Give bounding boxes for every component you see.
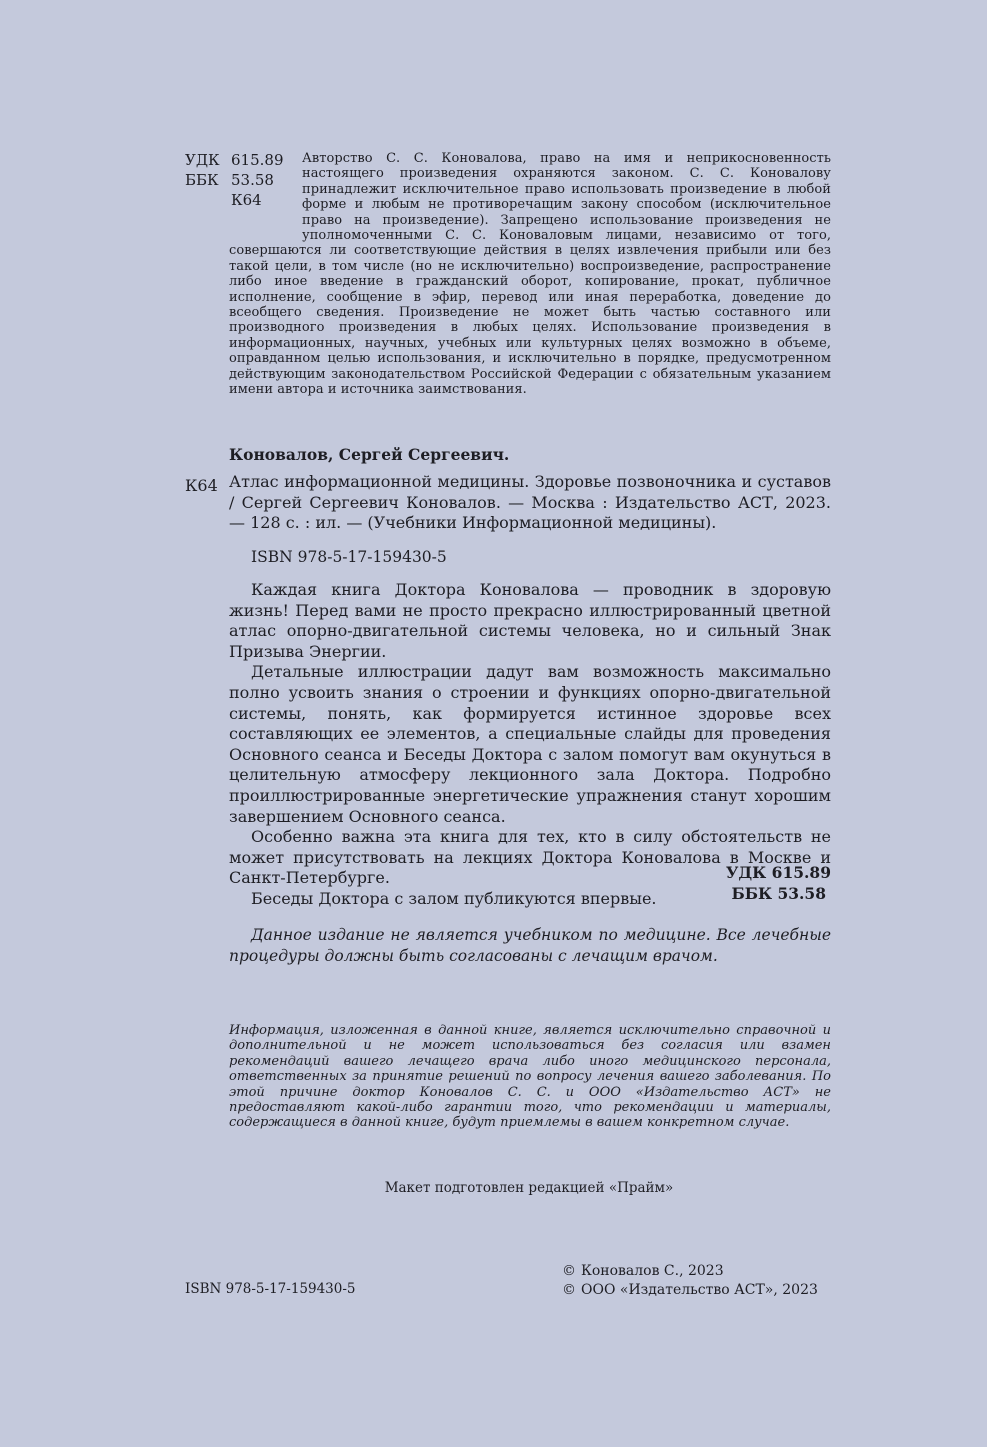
bbk-value: 53.58 [231, 171, 274, 189]
info-notice: Информация, изложенная в данной книге, является исключительно справочной и дополнительной и не может использоваться без согласия или взамен рекомендаций вашего лечащего врача либо иного медицинского персонала, ответственных за принятие решений по вопросу лечения вашего заболевания. По этой причине доктор Коновалов С. С. и ООО «Издательство АСТ» не предоставляют какой-либо гарантии того, что рекомендации и материалы, содержащиеся в данной книге, будут приемлемы в вашем конкретном случае. [229, 1023, 831, 1131]
author-heading: Коновалов, Сергей Сергеевич. [229, 445, 510, 464]
prepared-by: Макет подготовлен редакцией «Прайм» [384, 1180, 674, 1196]
udk-bold: УДК 615.89 [725, 863, 831, 882]
catalog-sign: К64 [185, 476, 218, 495]
annotation-paragraph: Детальные иллюстрации дадут вам возможность максимально полно усвоить знания о строении и функциях опорно-двигательной системы, понять, как формируется истинное здоровье всех составляющих ее элементов, а специальные слайды для проведения Основного сеанса и Беседы Доктора с залом помогут вам окунуться в целительную атмосферу лекционного зала Доктора. Подробно проиллюстрированные энергетические упражнения станут хорошим завершением Основного сеанса. [229, 662, 831, 826]
annotation [229, 580, 831, 910]
isbn-bottom: ISBN 978-5-17-159430-5 [185, 1281, 356, 1297]
bbk-label: ББК [185, 171, 219, 189]
annotation-paragraph: Особенно важна эта книга для тех, кто в силу обстоятельств не может присутствовать на лекциях Доктора Коновалова в Москве и Санкт-Петербурге. [229, 827, 831, 888]
rights-float-spacer [229, 151, 302, 229]
udk-value: 615.89 [231, 151, 284, 169]
copyrights [562, 1262, 818, 1300]
author-sign: К64 [231, 191, 262, 209]
copyright-text: Коновалов С., 2023 [581, 1263, 724, 1279]
copyright-line [562, 1262, 818, 1281]
udk-label: УДК [185, 151, 220, 169]
copyright-line [562, 1281, 818, 1300]
rights-notice-block [229, 151, 831, 398]
bbk-bold: ББК 53.58 [731, 884, 826, 903]
annotation-paragraph: Беседы Доктора с залом публикуются впервые. [251, 888, 657, 908]
annotation-paragraph: Каждая книга Доктора Коновалова — проводник в здоровую жизнь! Перед вами не просто прекрасно иллюстрированный цветной атлас опорно-двигательной системы человека, но и сильный Знак Призыва Энергии. [229, 580, 831, 661]
copyright-text: ООО «Издательство АСТ», 2023 [581, 1282, 818, 1298]
copyright-symbol: © [562, 1282, 576, 1298]
rights-notice: Авторство С. С. Коновалова, право на имя и неприкосновенность настоящего произведения охраняются законом. С. С. Коновалову принадлежит исключительное право использовать произведение в любой форме и любым не противоречащим закону способом (исключительное право на произведение). Запрещено использование произведения не уполномоченными С. С. Коноваловым лицами, независимо от того, совершаются ли соответствующие действия в целях извлечения прибыли или без такой цели, в том числе (но не исключительно) воспроизведение, распространение либо иное введение в гражданский оборот, копирование, прокат, публичное исполнение, сообщение в эфир, перевод или иная переработка, доведение до всеобщего сведения. Произведение не может быть частью составного или производного произведения в любых целях. Использование произведения в информационных, научных, учебных или культурных целях возможно в объеме, оправданном целью использования, и исключительно в порядке, предусмотренном действующим законодательством Российской Федерации с обязательным указанием имени автора и источника заимствования. [229, 151, 831, 398]
bibliographic-citation: Атлас информационной медицины. Здоровье позвоночника и суставов / Сергей Сергеевич Коновалов. — Москва : Издательство АСТ, 2023. — 128 с. : ил. — (Учебники Информационной медицины). [229, 472, 831, 532]
copyright-symbol: © [562, 1263, 576, 1279]
isbn-main: ISBN 978-5-17-159430-5 [251, 548, 447, 566]
medical-disclaimer: Данное издание не является учебником по медицине. Все лечебные процедуры должны быть согласованы с лечащим врачом. [229, 926, 831, 965]
classification-codes-bold [700, 862, 831, 904]
